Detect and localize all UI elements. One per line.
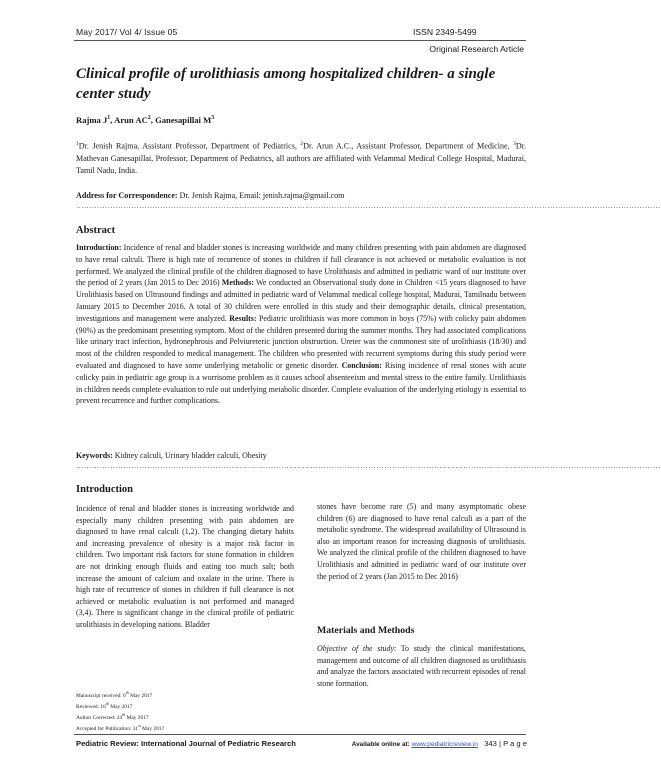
affil-text: Dr. Mathevan Ganesapillai, Professor, Department of Pediatrics, all authors are affiliated with Velammal Medical College Hospital, Madurai, Tamil Nadu, India. <box>76 141 526 176</box>
issue-info: May 2017/ Vol 4/ Issue 05 <box>76 27 178 37</box>
author-marker: 1 <box>107 115 111 122</box>
journal-url-link[interactable]: www.pediatricreview.in <box>411 741 478 748</box>
abstract-label: Results: <box>229 313 257 323</box>
abstract-text: Rising incidence of renal stones with acute colicky pain in pediatric age group is a worrisome problem as it causes school absenteeism and mental stress to the entire family. Urolithiasis in children needs complete evaluation to rule out underlying metabolic disorder. Complete evaluation of the underlying etiology is essential to prevent recurrence and further complications. <box>76 360 527 406</box>
affil-text: Dr. Arun A.C., Assistant Professor, Department of Medicine, <box>303 141 514 151</box>
author-marker: 3 <box>211 115 215 122</box>
header-rule <box>74 40 526 41</box>
date-corrected: Author Corrected: 24th May 2017 <box>76 712 149 721</box>
correspondence-label: Address for Correspondence: <box>76 191 178 200</box>
affil-marker: 2 <box>300 141 304 147</box>
affil-text: Dr. Jenish Rajma, Assistant Professor, Department of Pediatrics, <box>78 141 301 151</box>
author-name: Ganesapillai M <box>155 115 212 125</box>
footer-right <box>327 739 527 748</box>
abstract-text: Pediatric urolithiasis was more common in boys (75%) with colicky pain abdomen (90%) as the predominant presenting symptom. Most of the children presented during the summer months. They had associated complications like urinary tract infection, hydronephrosis and Pelviureteric junction obstruction. Ureter was the commonest site of urolithiasis (18/30) and most of the children responded to medical management. The children who presented with recurrent symptoms during this study period were evaluated and diagnosed to have some underlying metabolic or genetic disorder. <box>76 313 526 370</box>
methods-objective <box>317 643 526 689</box>
intro-column-1: Incidence of renal and bladder stones is increasing worldwide and especially many children presenting with pain abdomen are diagnosed to have renal calculi (1,2). The changing dietary habits and increasing prevalence of obesity is a major risk factor in children. Two important risk factors for stone formation in children are not drinking enough fluids and eating too much salt; both increase the amount of calcium and oxalate in the urine. There is high rate of recurrence of stones in children if full clearance is not achieved or metabolic evaluation is not performed and managed (3,4). There is significant change in the clinical profile of pediatric urolithiasis in developing nations. Bladder <box>76 504 294 629</box>
abstract-heading: Abstract <box>76 225 116 236</box>
objective-text: : To study the clinical manifestations, management and outcome of all children diagnosed as urolithiasis and analyze the factors associated with recurrent episodes of renal stone formation. <box>317 644 527 688</box>
journal-name: Pediatric Review: International Journal of Pediatric Research <box>76 739 296 748</box>
date-received: Manuscript received: 6th May 2017 <box>76 690 153 699</box>
dotted-separator: …………………………………………………………………………………………………………………………………………………………………………………………………… <box>76 461 661 470</box>
abstract-body <box>76 242 526 407</box>
abstract-label: Methods: <box>221 278 254 288</box>
abstract-label: Introduction: <box>76 243 122 252</box>
objective-label: Objective of the study <box>317 644 394 653</box>
keywords-text: Kidney calculi, Urinary bladder calculi, Obesity <box>112 451 267 460</box>
manuscript-dates <box>76 689 164 733</box>
author-marker: 2 <box>147 115 151 122</box>
paper-title: Clinical profile of urolithiasis among hospitalized children- a single center study <box>76 66 496 102</box>
author-name: Rajma J <box>76 115 108 125</box>
affil-marker: 3 <box>513 141 516 147</box>
affil-marker: 1 <box>76 141 79 147</box>
affiliations <box>76 138 526 177</box>
author-name: Arun AC <box>114 115 148 125</box>
abstract-text: We conducted an Observational study done in Children <15 years diagnosed to have Urolithiasis based on Ultrasound findings and admitted in pediatric ward of Velammal medical college hospital, Madurai, Tamilnadu between January 2015 to December 2016. A total of 30 children were enrolled in this study and their demographic details, clinical presentation, investigations and management were analyzed. <box>76 278 526 323</box>
page-number: 343 | P a g e <box>477 739 527 748</box>
keywords-label: Keywords: <box>76 451 113 460</box>
correspondence <box>76 191 526 200</box>
methods-heading: Materials and Methods <box>317 625 415 636</box>
introduction-heading: Introduction <box>76 484 133 495</box>
keywords <box>76 451 526 460</box>
date-reviewed: Reviewed: 16th May 2017 <box>76 701 133 710</box>
footer-rule <box>74 734 526 735</box>
date-accepted: Accepted for Publication: 31st May 2017 <box>76 723 165 732</box>
intro-column-2: stones have become rare (5) and many asymptomatic obese children (6) are diagnosed to have renal calculi as a part of the metabolic syndrome. The widespread availability of Ultrasound is also an important reason for increasing diagnosis of urolithiasis. We analyzed the clinical profile of the children diagnosed to have Urolithiasis and admitted in pediatric ward of our institute over the period of 2 years (Jan 2015 to Dec 2016) <box>317 502 526 581</box>
issn: ISSN 2349-5499 <box>413 27 477 37</box>
author-list: Rajma $J^1$, Arun $AC^2$, Ganesapillai $M^3$ <box>76 115 215 125</box>
available-label: Available online at: <box>351 741 412 748</box>
article-type: Original Research Article <box>429 44 524 54</box>
dotted-separator: …………………………………………………………………………………………………………………………………………………………………………………………………… <box>76 201 661 210</box>
abstract-label: Conclusion: <box>341 360 382 370</box>
abstract-text: Incidence of renal and bladder stones is increasing worldwide and many children presenting with pain abdomen are diagnosed to have renal calculi. There is high rate of recurrence of stones in children if full clearance is not achieved or metabolic evaluation is not performed. We analyzed the clinical profile of the children diagnosed to have Urolithiasis and admitted in pediatric ward of our institute over the period of 2 years (Jan 2015 to Dec 2016) <box>76 243 526 288</box>
correspondence-text: Dr. Jenish Rajma, Email: jenish.rajma@gmail.com <box>177 191 345 200</box>
